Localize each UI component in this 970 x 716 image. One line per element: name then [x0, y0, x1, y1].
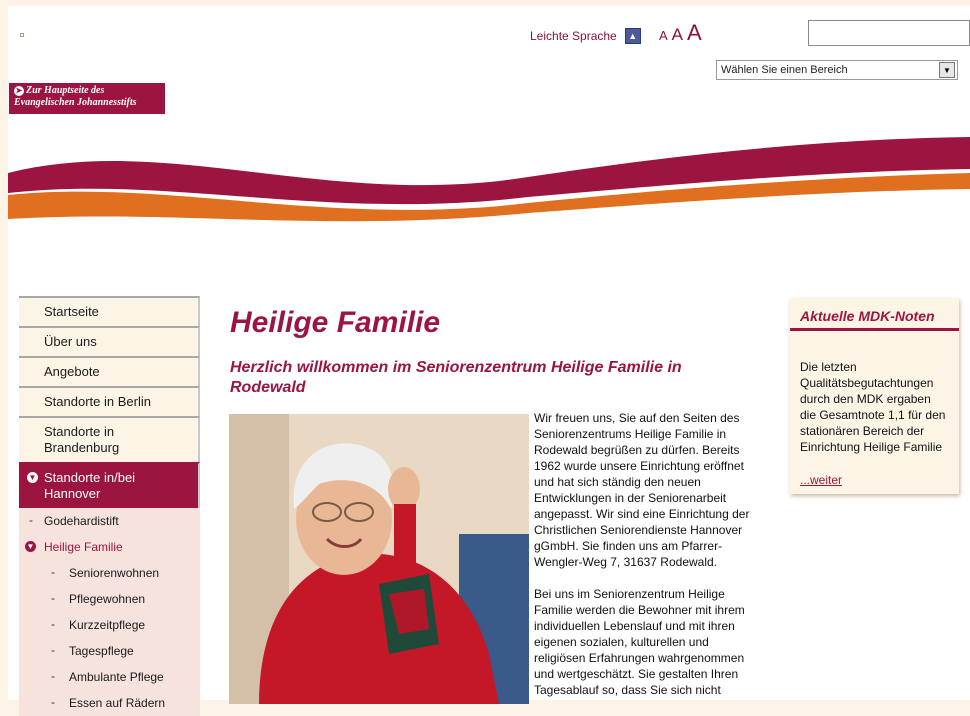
search-input[interactable]	[808, 20, 970, 46]
intro-text	[534, 410, 758, 714]
nav-item-standorte-hannover[interactable]	[19, 462, 200, 508]
subsubnav-item-ambulante-pflege[interactable]	[19, 664, 200, 690]
resident-photo	[229, 414, 529, 704]
dash-icon: -	[51, 669, 55, 683]
nav-item-startseite[interactable]: Startseite	[19, 296, 200, 326]
expanded-arrow-icon: ▼	[26, 542, 35, 551]
page-title: Heilige Familie	[230, 306, 441, 339]
dash-icon: -	[51, 695, 55, 709]
dash-icon: -	[51, 643, 55, 657]
easy-language-icon[interactable]: ▲	[625, 28, 641, 44]
small-square-icon	[20, 33, 24, 37]
subsubnav-label: Tagespflege	[69, 644, 134, 658]
subsubnav-item-pflegewohnen[interactable]	[19, 586, 200, 612]
font-size-small-button[interactable]: A	[659, 28, 668, 43]
page	[8, 6, 970, 710]
subsubnav-item-seniorenwohnen[interactable]	[19, 560, 200, 586]
nav-item-label: Standorte in/bei Hannover	[44, 470, 136, 501]
home-link-banner[interactable]	[9, 83, 165, 114]
nav-submenu	[19, 508, 200, 716]
font-size-large-button[interactable]: A	[687, 20, 702, 45]
dash-icon: -	[51, 617, 55, 631]
easy-language-link[interactable]	[530, 28, 641, 44]
left-navigation	[19, 296, 200, 716]
intro-paragraph-2: Bei uns im Seniorenzentrum Heilige Familie werden die Bewohner mit ihrem individuellen Lebenslauf und mit ihren eigenen sozialen, kulturellen und religiösen Erfahrungen wahrgenommen und wertgeschätzt. Sie gestalten Ihren Tagesablauf so, dass Sie sich nicht	[534, 587, 745, 697]
subnav-label: Godehardistift	[44, 514, 119, 528]
subsubnav-item-kurzzeitpflege[interactable]	[19, 612, 200, 638]
mdk-notes-text: Die letzten Qualitätsbegutachtungen durch den MDK ergaben die Gesamtnote 1,1 für den stationären Bereich der Einrichtung Heilige Familie	[800, 360, 946, 454]
dash-icon: -	[51, 591, 55, 605]
subsubnav-label: Pflegewohnen	[69, 592, 146, 606]
nav-item-angebote[interactable]: Angebote	[19, 356, 200, 386]
subsubnav-label: Ambulante Pflege	[69, 670, 164, 684]
area-select[interactable]	[716, 60, 958, 80]
mdk-notes-content	[790, 331, 959, 488]
subsubnav-label: Seniorenwohnen	[69, 566, 160, 580]
subsubnav-item-essen-auf-raedern[interactable]	[19, 690, 200, 716]
nav-item-standorte-berlin[interactable]: Standorte in Berlin	[19, 386, 200, 416]
arrow-right-icon: ➤	[15, 86, 23, 95]
mdk-notes-box	[790, 298, 959, 494]
page-subtitle: Herzlich willkommen im Seniorenzentrum Heilige Familie in Rodewald	[230, 359, 682, 396]
subsubnav-label: Essen auf Rädern	[69, 696, 166, 710]
chevron-down-icon[interactable]: ▼	[939, 62, 955, 78]
font-size-medium-button[interactable]: A	[671, 25, 684, 44]
subnav-label: Heilige Familie	[44, 540, 123, 554]
dash-icon: -	[51, 565, 55, 579]
mdk-notes-more-link[interactable]: ...weiter	[800, 473, 843, 487]
subnav-item-godehardistift[interactable]	[19, 508, 200, 534]
subsubnav-item-tagespflege[interactable]	[19, 638, 200, 664]
intro-paragraph-1: Wir freuen uns, Sie auf den Seiten des Seniorenzentrums Heilige Familie in Rodewald begrüßen zu dürfen. Bereits 1962 wurde unsere Einrichtung eröffnet und hat sich ständig den neuen Entwicklungen in der Seniorenarbeit angepasst. Wir sind eine Einrichtung der Christlichen Seniorendienste Hannover gGmbH. Sie finden uns am Pfarrer-Wengler-Weg 7, 31637 Rodewald.	[534, 411, 750, 569]
nav-item-ueber-uns[interactable]: Über uns	[19, 326, 200, 356]
home-link-line1: Zur Hauptseite des	[26, 85, 105, 96]
main-content	[230, 306, 760, 697]
font-size-controls	[659, 20, 702, 46]
header-swoosh-graphic	[8, 131, 970, 231]
subsubnav-label: Kurzzeitpflege	[69, 618, 146, 632]
mdk-notes-title: Aktuelle MDK-Noten	[790, 298, 959, 331]
home-link-line2: Evangelischen Johannesstifts	[14, 97, 137, 108]
expanded-arrow-icon: ▼	[28, 473, 37, 482]
easy-language-label[interactable]: Leichte Sprache	[530, 29, 617, 43]
dash-icon: -	[29, 513, 33, 527]
subnav-item-heilige-familie[interactable]	[19, 534, 200, 560]
nav-item-standorte-brandenburg[interactable]: Standorte in Brandenburg	[19, 416, 200, 462]
area-select-value: Wählen Sie einen Bereich	[721, 64, 848, 76]
